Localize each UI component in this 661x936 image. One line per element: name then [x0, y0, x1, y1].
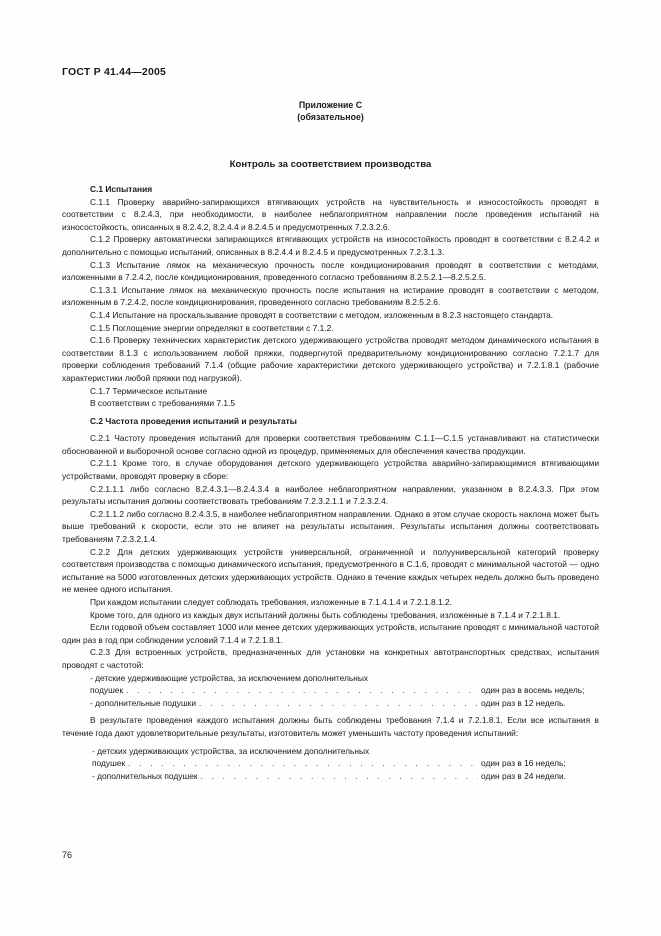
paragraph-c1-7: С.1.7 Термическое испытание: [90, 385, 208, 396]
paragraph-c2-3-results: В результате проведения каждого испытания должны быть соблюдены требования 7.1.4 и 7.2.1.8.1. Если все испытания в течение года дают удовлетворительные результаты, изготовитель может уменьшить частоту проведения испытаний:: [62, 715, 599, 738]
paragraph-c2-2-c: Если годовой объем составляет 1000 или менее детских удерживающих устройств, испытание проводят с минимальной частотой один раз в год при соблюдении условий 7.1.4 и 7.2.1.8.1.: [62, 622, 599, 645]
list-item-value: один раз в 24 недели.: [481, 770, 567, 781]
list-item: [90, 697, 599, 710]
list-item: [90, 684, 599, 697]
subsection-heading-c1: С.1 Испытания: [90, 184, 153, 194]
list-item-label: подушек: [90, 685, 124, 696]
paragraph-c1-3-1: С.1.3.1 Испытание лямок на механическую прочность после испытания на истирание проводят в соответствии с методом, изложенным в 7.2.4.2, после кондиционирования, проведенного согласно требованиям 8.2.5.2.6.: [62, 284, 599, 308]
paragraph-c1-2: С.1.2 Проверку автоматически запирающихся втягивающих устройств на износостойкость проводят в соответствии с 8.2.4.2 и дополнительно с помощью испытаний, описанных в 8.2.4.4 и 8.2.4.5 и предусмотренных 7.2.3.1.3.: [62, 234, 599, 257]
paragraph-c2-1-1: С.2.1.1 Кроме того, в случае оборудования детского удерживающего устройства аварийно-запирающимися втягивающими устройствами, проводят проверку в сборе:: [62, 458, 599, 482]
list-item-label: - дополнительных подушек: [92, 770, 198, 781]
dot-leader: [128, 757, 478, 770]
list-item-label: - детских удерживающих устройства, за исключением дополнительных: [92, 745, 370, 756]
dot-leader: [201, 770, 478, 783]
paragraph-c1-6: С.1.6 Проверку технических характеристик детского удерживающего устройства проводят методом динамического испытания в соответствии 8.1.3 с использованием любой пряжки, подвергнутой предварительному кондиционированию согласно 7.2.1.7 для проверки соблюдения требований 7.1.4 (общие рабочие характеристики детского удерживающего устройства) и 7.2.1.8.1 (рабочие характеристики любой пряжки под нагрузкой).: [62, 335, 599, 383]
page-number: 76: [62, 850, 73, 860]
annex-status: (обязательное): [297, 112, 364, 122]
dot-leader: [126, 684, 478, 697]
document-body: [62, 183, 599, 782]
section-title: Контроль за соответствием производства: [229, 159, 432, 170]
list-item-label: подушек: [92, 758, 126, 769]
paragraph-c2-1-1-2: С.2.1.1.2 либо согласно 8.2.4.3.5, в наиболее неблагоприятном направлении. Однако в этом случае скорость наклона может быть выше требований к скорости, если это не влияет на результаты испытания. Результаты испытания должны соответствовать требованиям 7.2.3.2.1.4.: [62, 508, 599, 545]
list-item: [92, 757, 599, 770]
list-item-value: один раз в восемь недель;: [481, 685, 585, 696]
paragraph-c2-2-a: При каждом испытании следует соблюдать требования, изложенные в 7.1.4.1.4 и 7.2.1.8.1.2.: [90, 597, 452, 607]
paragraph-c2-2: С.2.2 Для детских удерживающих устройств универсальной, ограниченной и полууниверсальной категорий проверку соответствия производства с помощью динамического испытания, предусмотренного в С.1.6, проводят с минимальной частотой — одно испытание на 5000 изготовленных детских удерживающих устройств. Однако в течение каждых четырех недель должно быть проведено не менее одного испытания.: [62, 546, 599, 595]
subsection-heading-c2: С.2 Частота проведения испытаний и результаты: [90, 415, 297, 426]
paragraph-c1-1: С.1.1 Проверку аварийно-запирающихся втягивающих устройств на чувствительность и износостойкость проводят в соответствии с 8.2.4.3, при необходимости, в наиболее неблагоприятном направлении после проведения испытаний на износостойкость, описанных в 8.2.4.2, 8.2.4.4 и 8.2.4.5 и предусмотренных 7.2.3.2.6.: [62, 196, 599, 232]
list-item: [92, 770, 599, 783]
annex-heading: [62, 99, 599, 123]
frequency-list: [62, 672, 599, 710]
reduced-frequency-list: [62, 745, 599, 783]
standard-header: ГОСТ Р 41.44—2005: [62, 66, 167, 78]
list-item-value: один раз в 16 недель;: [481, 758, 566, 769]
paragraph-c2-2-b: Кроме того, для одного из каждых двух испытаний должны быть соблюдены требования, изложенные в 7.1.4 и 7.2.1.8.1.: [90, 609, 561, 620]
dot-leader: [199, 697, 478, 710]
paragraph-c1-7-text: В соответствии с требованиями 7.1.5: [90, 398, 236, 409]
list-item-value: один раз в 12 недель.: [481, 697, 566, 708]
paragraph-c1-4: С.1.4 Испытание на проскальзывание проводят в соответствии с методом, изложенным в 8.2.3 настоящего стандарта.: [90, 309, 554, 320]
paragraph-c1-5: С.1.5 Поглощение энергии определяют в соответствии с 7.1.2.: [90, 322, 334, 333]
list-item-label: - дополнительные подушки: [90, 697, 197, 708]
paragraph-c2-3: С.2.3 Для встроенных устройств, предназначенных для установки на конкретных автотранспортных средствах, испытания проводят с частотой:: [62, 647, 599, 670]
list-item-label: - детские удерживающие устройства, за исключением дополнительных: [90, 672, 369, 683]
paragraph-c1-3: С.1.3 Испытание лямок на механическую прочность после кондиционирования проводят в соответствии с методами, изложенными в 7.2.4.2, после кондиционирования, проведенного согласно требованиям 8.2.5.2.1—8.2.5.2.5.: [62, 259, 599, 283]
paragraph-c2-1: С.2.1 Частоту проведения испытаний для проверки соответствия требованиям С.1.1—С.1.5 устанавливают на статистически обоснованной и выборочной основе согласно одной из процедур, применяемых для обеспечения качества продукции.: [62, 433, 599, 456]
paragraph-c2-1-1-1: С.2.1.1.1 либо согласно 8.2.4.3.1—8.2.4.3.4 в наиболее неблагоприятном направлении, указанном в 8.2.4.3.3. При этом результаты испытания должны соответствовать требованиям 7.2.3.2.1.1 и 7.2.3.2.4.: [62, 483, 599, 507]
annex-title: Приложение С: [298, 100, 363, 110]
